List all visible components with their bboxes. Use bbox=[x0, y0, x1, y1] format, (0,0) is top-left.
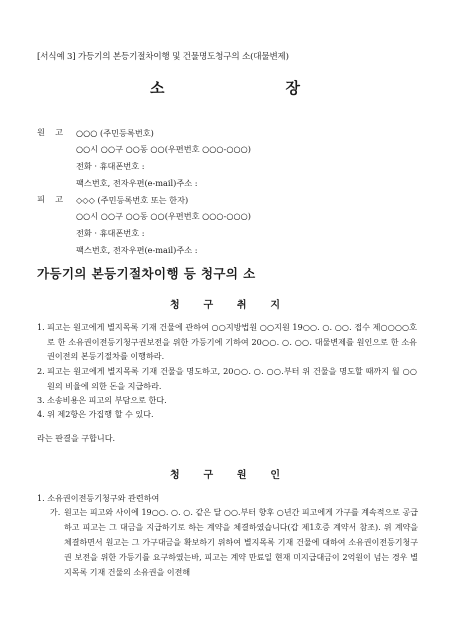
heading-char: 원 bbox=[236, 470, 247, 481]
role-char: 피 bbox=[37, 194, 45, 204]
defendant-name: ◇◇◇ (주민등록번호 또는 한자) bbox=[76, 195, 189, 205]
defendant-role bbox=[37, 194, 63, 205]
plaintiff-address: ○○시 ○○구 ○○동 ○○(우편번호 ○○○-○○○) bbox=[76, 144, 251, 154]
item-number: 2. bbox=[37, 366, 45, 376]
case-title: 가등기의 본등기절차이행 등 청구의 소 bbox=[37, 266, 256, 281]
claim-purpose-heading bbox=[170, 296, 280, 311]
heading-char: 구 bbox=[203, 300, 214, 311]
subitem-number: 가. bbox=[50, 508, 61, 517]
defendant-fax-email: 팩스번호, 전자우편(e-mail)주소 : bbox=[76, 245, 198, 255]
heading-char: 청 bbox=[170, 300, 180, 311]
item-text: 소송비용은 피고의 부담으로 한다. bbox=[47, 395, 167, 405]
plaintiff-fax-email: 팩스번호, 전자우편(e-mail)주소 : bbox=[76, 178, 198, 188]
document-title-char: 장 bbox=[285, 78, 300, 97]
heading-char: 지 bbox=[270, 300, 280, 311]
defendant-phone: 전화 · 휴대폰번호 : bbox=[76, 228, 145, 238]
claim-cause-item: 1. 소유권이전등기청구와 관련하여 bbox=[37, 493, 160, 503]
item-number: 3. bbox=[37, 395, 45, 405]
document-title bbox=[150, 76, 300, 98]
heading-char: 구 bbox=[203, 470, 214, 481]
heading-char: 청 bbox=[170, 470, 180, 481]
subitem-text: 원고는 피고와 사이에 19○○. ○. ○. 같은 달 ○○.부터 향후 ○년간 피고에게 가구를 계속적으로 공급하고 피고는 그 대금을 지급하기로 하는 계약을 체결하였습니다(갑 제1호증 계약서 참조). 위 계약을 체결하면서 원고는 그 가구대금을 확보하기 위하여 별지목록 기재 건물에 대하여 소유권이전등기청구권 보전을 위한 가등기를 요구하였는바, 피고는 계약 만료일 현재 미지급대금이 2억원이 넘는 경우 별지목록 기재 건물의 소유권을 이전해 bbox=[64, 508, 418, 577]
role-char: 고 bbox=[55, 127, 63, 137]
heading-char: 인 bbox=[270, 470, 280, 481]
claim-cause-heading bbox=[170, 466, 280, 481]
item-number: 4. bbox=[37, 409, 45, 419]
item-text: 피고는 원고에게 별지목록 기재 건물에 관하여 ○○지방법원 ○○지원 19○○. ○. ○○. 접수 제○○○○호로 한 소유권이전등기청구권보전을 위한 가등기에 기하여 20○○. ○. ○○. 대물변제를 원인으로 한 소유권이전의 본등기절차를 이행하라. bbox=[47, 322, 417, 361]
plaintiff-name: ○○○ (주민등록번호) bbox=[76, 128, 154, 138]
claim-purpose-item bbox=[37, 393, 417, 408]
heading-char: 취 bbox=[236, 300, 247, 311]
document-title-char: 소 bbox=[150, 78, 165, 97]
item-number: 1. bbox=[37, 322, 45, 332]
judgment-request: 라는 판결을 구합니다. bbox=[37, 433, 116, 443]
claim-cause-subitem bbox=[50, 505, 418, 580]
defendant-address: ○○시 ○○구 ○○동 ○○(우편번호 ○○○-○○○) bbox=[76, 211, 251, 221]
item-text: 피고는 원고에게 별지목록 기재 건물을 명도하고, 20○○. ○. ○○.부터 위 건물을 명도할 때까지 월 ○○원의 비율에 의한 돈을 지급하라. bbox=[47, 366, 417, 391]
role-char: 고 bbox=[55, 194, 63, 204]
plaintiff-phone: 전화 · 휴대폰번호 : bbox=[76, 161, 145, 171]
form-label: [서식예 3] 가등기의 본등기절차이행 및 건물명도청구의 소(대물변제) bbox=[37, 52, 289, 62]
claim-purpose-item bbox=[37, 407, 417, 422]
claim-purpose-item bbox=[37, 320, 417, 364]
role-char: 원 bbox=[37, 127, 45, 137]
claim-purpose-item bbox=[37, 364, 417, 393]
plaintiff-role bbox=[37, 127, 63, 138]
item-text: 위 제2항은 가집행 할 수 있다. bbox=[47, 409, 154, 419]
